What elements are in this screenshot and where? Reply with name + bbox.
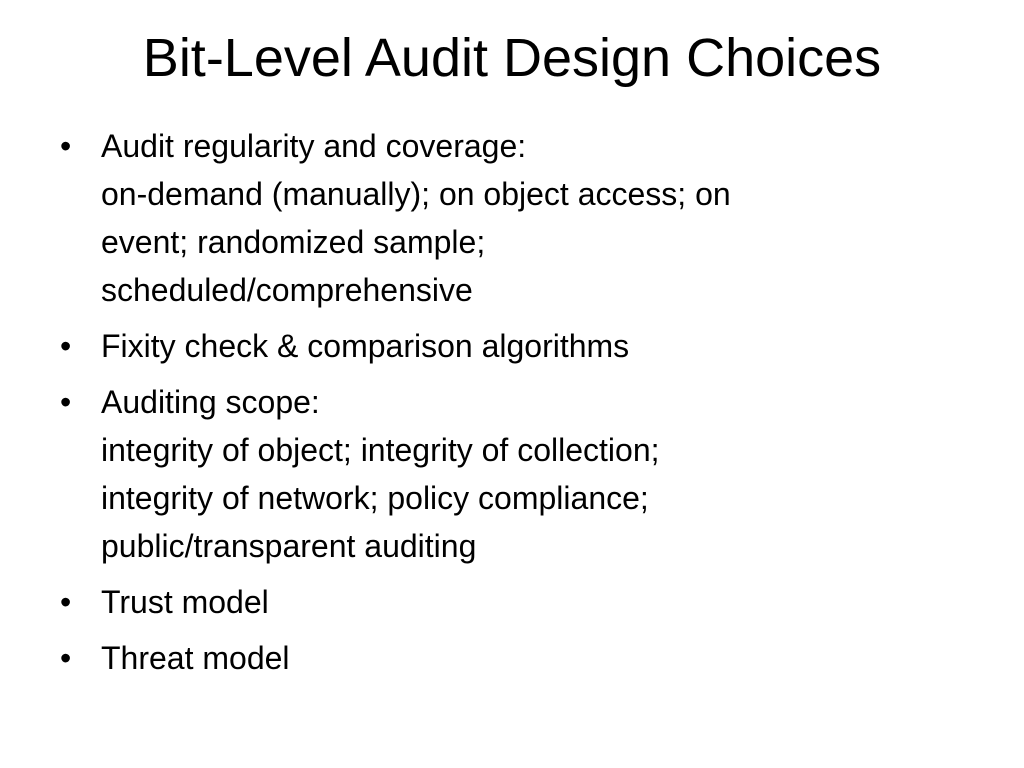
bullet-item-audit-regularity [60,122,980,314]
bullet-text-line: Fixity check & comparison algorithms [101,328,630,364]
bullet-text-line: Auditing scope: [101,384,320,420]
bullet-text-line: Threat model [101,640,290,676]
bullet-text-line: integrity of object; integrity of collection; [101,432,660,468]
bullet-item-auditing-scope [60,378,980,570]
bullet-icon: • [60,584,72,620]
bullet-text-line: event; randomized sample; [101,224,486,260]
bullet-item-fixity-check [60,322,980,370]
bullet-text-line: Audit regularity and coverage: [101,128,527,164]
bullet-text-line: Trust model [101,584,269,620]
bullet-text-line: public/transparent auditing [101,528,477,564]
bullet-item-threat-model [60,634,980,682]
bullet-icon: • [60,640,72,676]
bullet-icon: • [60,384,72,420]
bullet-icon: • [60,328,72,364]
bullet-list [60,122,980,690]
slide-title: Bit-Level Audit Design Choices [142,28,882,88]
bullet-icon: • [60,128,72,164]
bullet-item-trust-model [60,578,980,626]
bullet-text-line: integrity of network; policy compliance; [101,480,649,516]
bullet-text-line: scheduled/comprehensive [101,272,473,308]
bullet-text-line: on-demand (manually); on object access; on [101,176,731,212]
